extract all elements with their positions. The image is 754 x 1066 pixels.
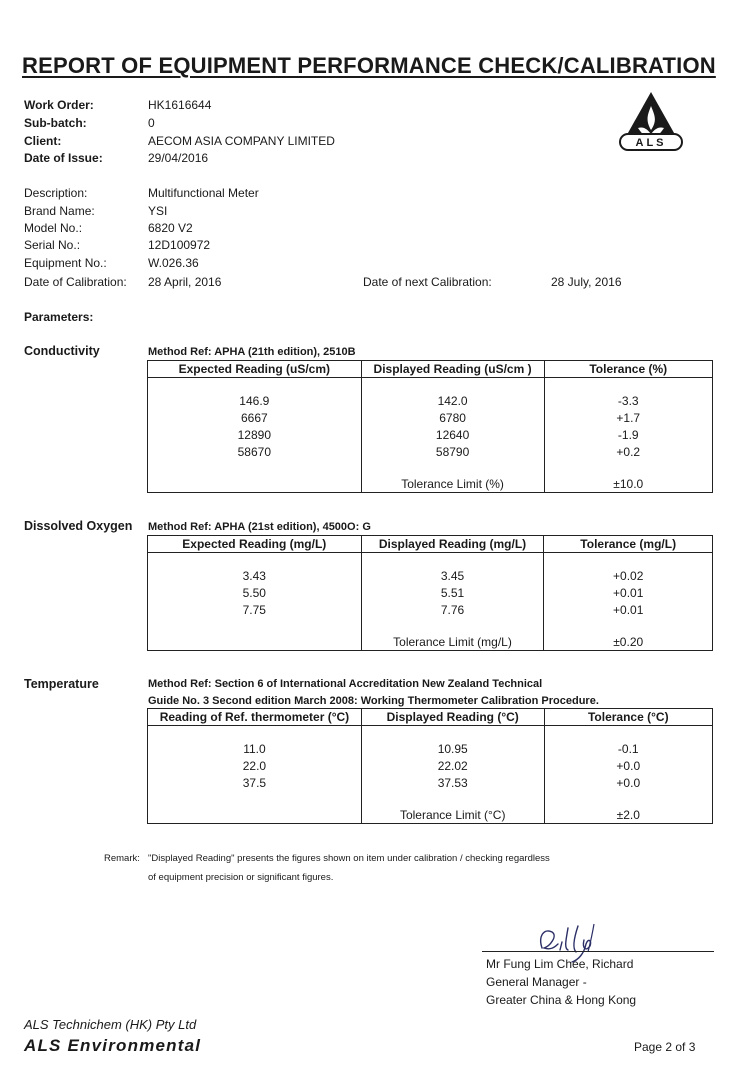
equipment-no-value: W.026.36 — [148, 256, 199, 270]
tolerance-cell: -0.1 — [544, 740, 712, 757]
signature-line — [482, 951, 714, 952]
footer-division: ALS Environmental — [24, 1036, 202, 1055]
column-header: Expected Reading (uS/cm) — [148, 361, 362, 378]
logo-text: ALS — [635, 137, 667, 149]
tolerance-cell: +0.2 — [544, 443, 712, 460]
oxygen-method: Method Ref: APHA (21st edition), 4500O: G — [148, 521, 371, 533]
tolerance-limit-row — [148, 633, 713, 651]
displayed-cell: 142.0 — [361, 392, 544, 409]
tolerance-limit-row — [148, 806, 713, 824]
table-header-row — [148, 709, 713, 726]
table-row — [148, 584, 713, 601]
client-label: Client: — [24, 134, 62, 148]
displayed-cell: 10.95 — [361, 740, 544, 757]
tolerance-limit-value: ±10.0 — [544, 475, 712, 493]
footer-company: ALS Technichem (HK) Pty Ltd — [24, 1017, 197, 1032]
reference-cell: 11.0 — [148, 740, 362, 757]
table-row — [148, 774, 713, 791]
displayed-cell: 37.53 — [361, 774, 544, 791]
oxygen-label: Dissolved Oxygen — [24, 519, 133, 533]
expected-cell: 146.9 — [148, 392, 362, 409]
description-value: Multifunctional Meter — [148, 186, 259, 200]
calibration-date-value: 28 April, 2016 — [148, 275, 222, 289]
page-number: Page 2 of 3 — [634, 1040, 696, 1054]
table-row — [148, 443, 713, 460]
displayed-cell: 7.76 — [361, 601, 544, 618]
column-header: Reading of Ref. thermometer (°C) — [148, 709, 362, 726]
table-row — [148, 392, 713, 409]
work-order-label: Work Order: — [24, 98, 94, 112]
tolerance-cell: +0.01 — [544, 601, 713, 618]
remark-label: Remark: — [104, 853, 140, 864]
expected-cell: 3.43 — [148, 567, 362, 584]
parameters-heading: Parameters: — [24, 310, 94, 324]
reference-cell: 22.0 — [148, 757, 362, 774]
model-value: 6820 V2 — [148, 221, 193, 235]
table-row — [148, 409, 713, 426]
column-header: Expected Reading (mg/L) — [148, 536, 362, 553]
tolerance-cell: +0.0 — [544, 774, 712, 791]
next-calibration-value: 28 July, 2016 — [551, 275, 622, 289]
brand-value: YSI — [148, 204, 168, 218]
calibration-date-label: Date of Calibration: — [24, 275, 127, 289]
date-issue-value: 29/04/2016 — [148, 151, 209, 165]
displayed-cell: 5.51 — [361, 584, 544, 601]
remark-line2: of equipment precision or significant figures. — [148, 872, 334, 883]
tolerance-limit-value: ±2.0 — [544, 806, 712, 824]
reference-cell: 37.5 — [148, 774, 362, 791]
next-calibration-label: Date of next Calibration: — [363, 275, 492, 289]
tolerance-limit-label: Tolerance Limit (°C) — [361, 806, 544, 824]
tolerance-limit-value: ±0.20 — [544, 633, 713, 651]
sub-batch-value: 0 — [148, 116, 155, 130]
table-header-row — [148, 361, 713, 378]
description-label: Description: — [24, 186, 88, 200]
displayed-cell: 3.45 — [361, 567, 544, 584]
date-issue-label: Date of Issue: — [24, 151, 103, 165]
signatory-title: General Manager - — [486, 975, 587, 989]
tolerance-cell: +0.01 — [544, 584, 713, 601]
column-header: Tolerance (°C) — [544, 709, 712, 726]
sub-batch-label: Sub-batch: — [24, 116, 87, 130]
expected-cell: 58670 — [148, 443, 362, 460]
equipment-no-label: Equipment No.: — [24, 256, 107, 270]
column-header: Displayed Reading (°C) — [361, 709, 544, 726]
client-value: AECOM ASIA COMPANY LIMITED — [148, 134, 335, 148]
conductivity-label: Conductivity — [24, 344, 100, 358]
column-header: Tolerance (mg/L) — [544, 536, 713, 553]
expected-cell: 5.50 — [148, 584, 362, 601]
tolerance-cell: -1.9 — [544, 426, 712, 443]
tolerance-cell: +0.02 — [544, 567, 713, 584]
column-header: Tolerance (%) — [544, 361, 712, 378]
signatory-name: Mr Fung Lim Chee, Richard — [486, 957, 634, 971]
displayed-cell: 22.02 — [361, 757, 544, 774]
table-row — [148, 757, 713, 774]
signatory-region: Greater China & Hong Kong — [486, 993, 637, 1007]
conductivity-table — [147, 360, 713, 493]
tolerance-limit-row — [148, 475, 713, 493]
oxygen-table — [147, 535, 713, 651]
conductivity-method: Method Ref: APHA (21th edition), 2510B — [148, 346, 356, 358]
displayed-cell: 58790 — [361, 443, 544, 460]
expected-cell: 7.75 — [148, 601, 362, 618]
table-row — [148, 601, 713, 618]
displayed-cell: 12640 — [361, 426, 544, 443]
tolerance-cell: -3.3 — [544, 392, 712, 409]
temperature-table — [147, 708, 713, 824]
serial-value: 12D100972 — [148, 238, 211, 252]
tolerance-cell: +1.7 — [544, 409, 712, 426]
table-header-row — [148, 536, 713, 553]
tolerance-limit-label: Tolerance Limit (mg/L) — [361, 633, 544, 651]
expected-cell: 6667 — [148, 409, 362, 426]
displayed-cell: 6780 — [361, 409, 544, 426]
table-row — [148, 567, 713, 584]
model-label: Model No.: — [24, 221, 83, 235]
brand-label: Brand Name: — [24, 204, 95, 218]
tolerance-limit-label: Tolerance Limit (%) — [361, 475, 544, 493]
work-order-value: HK1616644 — [148, 98, 212, 112]
temperature-method-line1: Method Ref: Section 6 of International Accreditation New Zealand Technical — [148, 678, 543, 690]
table-row — [148, 740, 713, 757]
column-header: Displayed Reading (uS/cm ) — [361, 361, 544, 378]
remark-line1: "Displayed Reading" presents the figures shown on item under calibration / checking regardless — [148, 853, 550, 864]
als-logo — [618, 90, 684, 152]
table-row — [148, 426, 713, 443]
report-title: REPORT OF EQUIPMENT PERFORMANCE CHECK/CALIBRATION — [22, 53, 716, 78]
expected-cell: 12890 — [148, 426, 362, 443]
temperature-method-line2: Guide No. 3 Second edition March 2008: Working Thermometer Calibration Procedure. — [148, 695, 599, 707]
tolerance-cell: +0.0 — [544, 757, 712, 774]
serial-label: Serial No.: — [24, 238, 81, 252]
column-header: Displayed Reading (mg/L) — [361, 536, 544, 553]
temperature-label: Temperature — [24, 677, 99, 691]
